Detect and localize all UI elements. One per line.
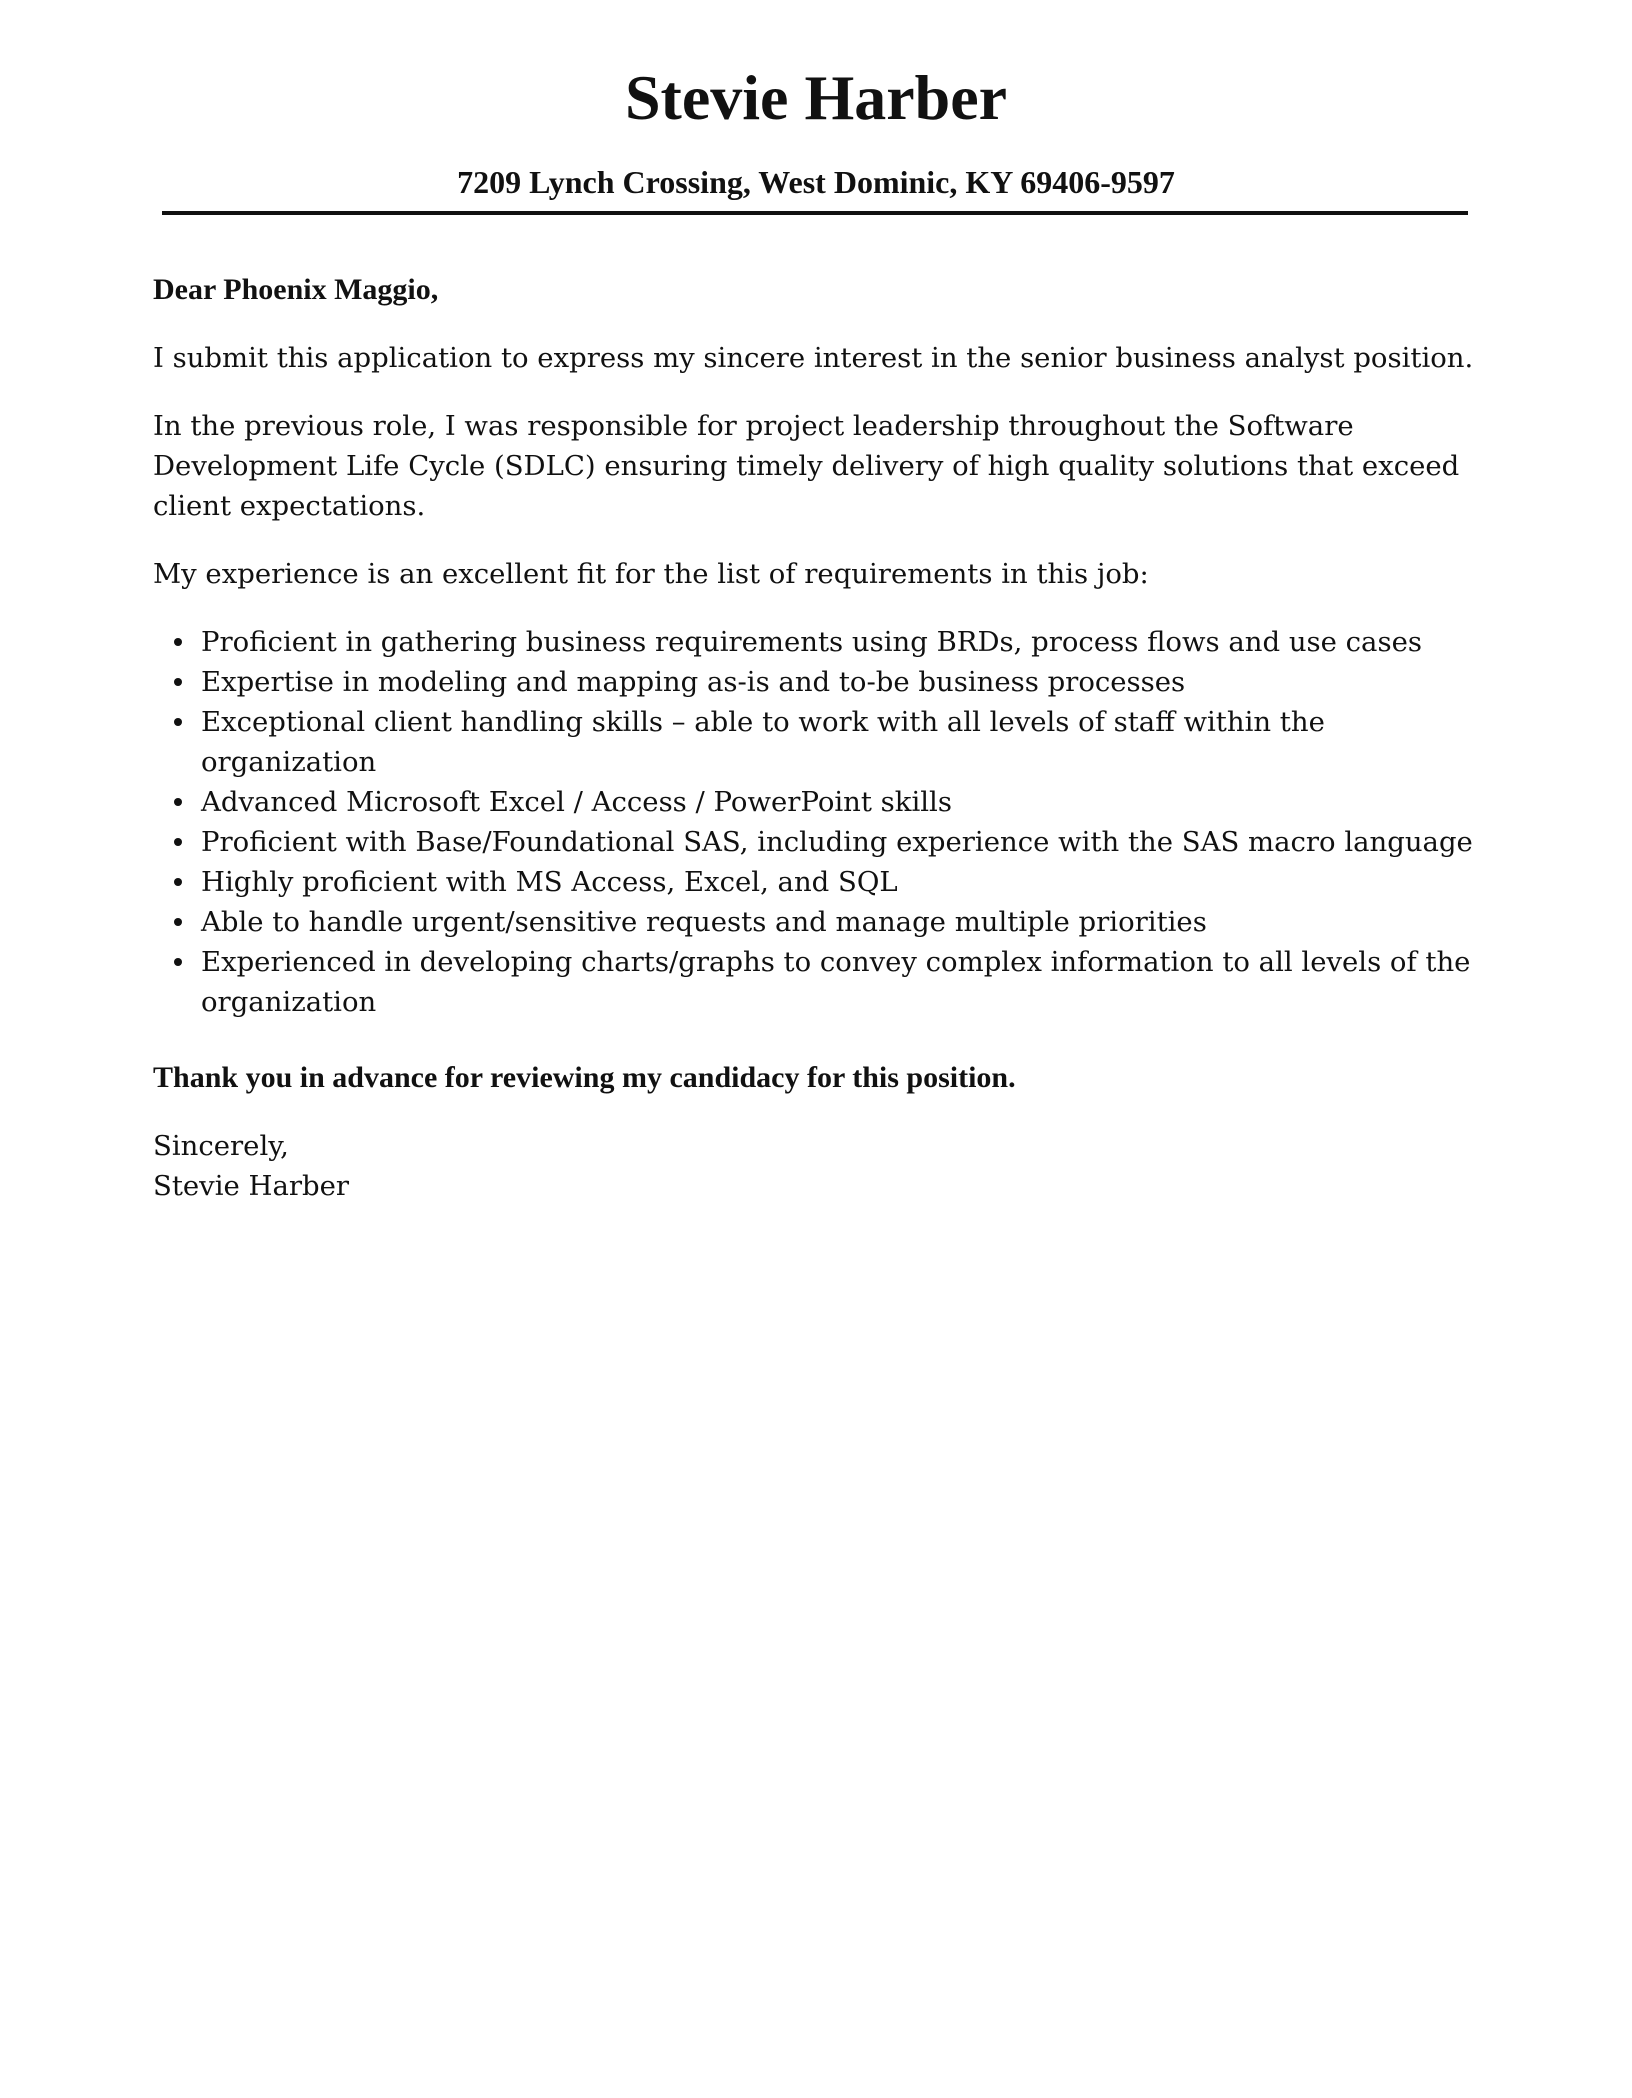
- list-item-text: Highly proficient with MS Access, Excel, and SQL: [201, 866, 898, 898]
- list-item-text: Proficient with Base/Foundational SAS, including experience with the SAS macro language: [201, 826, 1473, 858]
- bullet-icon: [174, 958, 182, 966]
- header-divider: [162, 211, 1468, 215]
- bullet-icon: [174, 718, 182, 726]
- list-item-text: Experienced in developing charts/graphs to convey complex information to all levels of the organization: [201, 946, 1471, 1018]
- bullet-icon: [174, 678, 182, 686]
- list-item: [153, 862, 1483, 902]
- list-item: [153, 782, 1483, 822]
- list-item-text: Expertise in modeling and mapping as-is and to-be business processes: [201, 666, 1186, 698]
- list-item-text: Able to handle urgent/sensitive requests and manage multiple priorities: [201, 906, 1207, 938]
- closing-statement: Thank you in advance for reviewing my candidacy for this position.: [153, 1061, 1016, 1094]
- list-item: [153, 822, 1483, 862]
- list-item-text: Proficient in gathering business requirements using BRDs, process flows and use cases: [201, 626, 1422, 658]
- signature-name: Stevie Harber: [153, 1170, 350, 1202]
- list-item-text: Advanced Microsoft Excel / Access / PowerPoint skills: [201, 786, 952, 818]
- list-item: [153, 702, 1483, 782]
- signoff: Sincerely,: [153, 1130, 289, 1162]
- applicant-address: 7209 Lynch Crossing, West Dominic, KY 69406-9597: [457, 164, 1175, 200]
- requirements-intro: My experience is an excellent fit for the list of requirements in this job:: [153, 558, 1149, 590]
- intro-paragraph: I submit this application to express my sincere interest in the senior business analyst position.: [153, 342, 1474, 374]
- experience-paragraph: In the previous role, I was responsible for project leadership throughout the Software Development Life Cycle (SDLC) ensuring timely delivery of high quality solutions that exceed client expectations.: [153, 410, 1460, 522]
- bullet-icon: [174, 878, 182, 886]
- bullet-icon: [174, 838, 182, 846]
- applicant-name: Stevie Harber: [624, 62, 1008, 133]
- requirements-list: [153, 622, 1483, 1022]
- list-item: [153, 662, 1483, 702]
- list-item-text: Exceptional client handling skills – able to work with all levels of staff within the organization: [201, 706, 1325, 778]
- letter-body: [153, 270, 1483, 1206]
- list-item: [153, 942, 1483, 1022]
- bullet-icon: [174, 798, 182, 806]
- salutation: Dear Phoenix Maggio,: [153, 273, 439, 306]
- bullet-icon: [174, 638, 182, 646]
- list-item: [153, 622, 1483, 662]
- bullet-icon: [174, 918, 182, 926]
- list-item: [153, 902, 1483, 942]
